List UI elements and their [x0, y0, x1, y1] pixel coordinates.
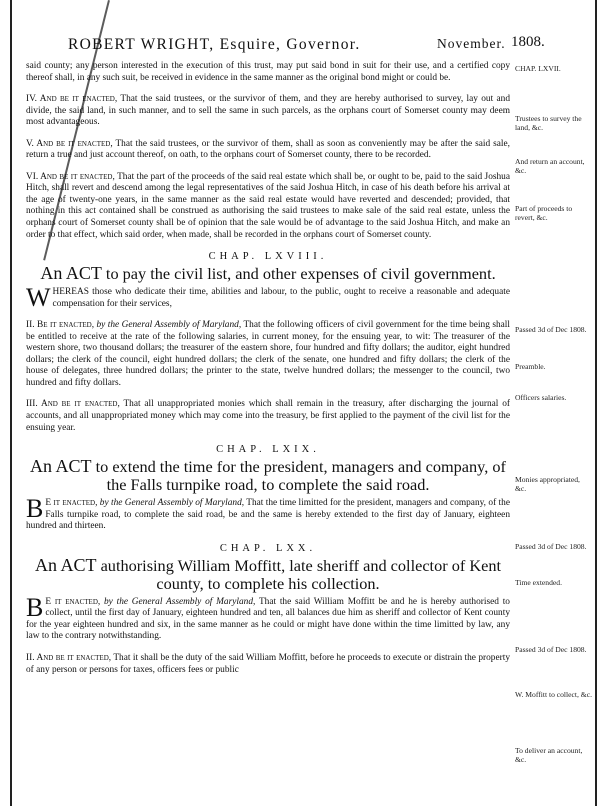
act-69-lead: An ACT: [30, 456, 92, 477]
margin-note-passed70: Passed 3d of Dec 1808.: [515, 645, 587, 654]
section-iv-lead: IV. And be it enacted,: [26, 94, 118, 105]
act-68-s2-text: That the following officers of civil government for the time being shall be entitled to receive at the rate of the following salaries, in current money, for the ensuing year, to wit: The treasurer of the western shore, two thousand dollars; the treasurer of the eastern shore, four hundred and fifty dollars; the auditor, eight hundred dollars; the clerk of the council, eight hundred dollars; the clerk of the senate, one hundred and fifty dollars; the clerk of the house of delegates, three hundred dollars; the printer to the state, twelve hundred dollars; the messenger to the council, two hundred and fifty dollars.: [26, 320, 510, 388]
margin-note-deliver: To deliver an account, &c.: [515, 746, 583, 764]
section-iv: [26, 94, 510, 129]
act-70-text: That the said William Moffitt be and he is hereby authorised to collect, until the first day of January, eighteen hundred and ten, all balances due him as sheriff and collector of Kent county for the year eighteen hundred and six, in the same manner as he could or might have done within the time limitted by law, any law to the contrary notwithstanding.: [26, 596, 510, 642]
margin-note-moffitt: W. Moffitt to collect, &c.: [515, 690, 592, 699]
continued-paragraph: said county; any person interested in the execution of this trust, may put said bond in suit for their use, and a certified copy thereof shall, in any such suit, be received in evidence in the same manner as the original bond might or could be.: [26, 61, 510, 83]
act-68-s2-lead: II. Be it enacted,: [26, 320, 95, 331]
margin-note-officers: Officers salaries.: [515, 393, 567, 402]
act-68-preamble: [26, 283, 510, 313]
page-body: [26, 61, 510, 686]
margin-note-part: Part of proceeds to revert, &c.: [515, 204, 573, 222]
act-68-lead: An ACT: [40, 263, 102, 284]
act-69-lead2: E it enacted,: [45, 498, 98, 509]
margin-note-return: And return an account, &c.: [515, 157, 585, 175]
act-68-title: [26, 264, 510, 283]
section-v: [26, 139, 510, 162]
margin-note-monies: Monies appropriated, &c.: [515, 475, 580, 493]
margin-note-time: Time extended.: [515, 578, 562, 587]
section-vi-lead: VI. And be it enacted,: [26, 171, 115, 182]
act-70-lead2: E it enacted,: [45, 596, 101, 607]
section-iv-text: That the said trustees, or the survivor of them, and they are hereby authorised to survey, lay out and divide, the said land, in such manner, and to sell the same in such parcels, as the orphans court of Somerset county may deem most advantageous.: [26, 94, 510, 128]
chapter-heading-69: CHAP. LXIX.: [216, 444, 320, 456]
act-68-s2-assembly: by the General Assembly of Maryland,: [94, 320, 242, 331]
act-68-s3-text: That all unappropriated monies which shall remain in the treasury, after discharging the journal of accounts, and all unappropriated money which may come into the treasury, be first applied to the payment of the civil list for the ensuing year.: [26, 399, 510, 433]
act-69-title-text: to extend the time for the president, managers and company, of the Falls turnpike road, to complete the said road.: [91, 457, 506, 495]
act-69-dropcap: B: [26, 494, 44, 524]
page-header: [24, 34, 545, 58]
chapter-heading-68: CHAP. LXVIII.: [208, 251, 328, 263]
act-68-s3-lead: III. And be it enacted,: [26, 399, 120, 410]
act-70-title: [26, 556, 510, 593]
act-68-title-text: to pay the civil list, and other expenses of civil government.: [101, 264, 496, 284]
act-70-section-ii: [26, 653, 510, 676]
act-69-section-i: [26, 494, 510, 533]
margin-note-passed68: Passed 3d of Dec 1808.: [515, 325, 587, 334]
act-70-s2-lead: II. And be it enacted,: [26, 652, 112, 663]
act-70-s2-text: That it shall be the duty of the said William Moffitt, before he proceeds to execute or distrain the property of any person or persons for taxes, officers fees or public: [26, 652, 511, 675]
right-page-border: [595, 0, 597, 806]
section-vi-text: That the part of the proceeds of the said real estate which shall be, or ought to be, paid to the said Joshua Hitch, shall revert and descend among the legal representatives of the said Joshua Hitch, in case of his death before his arrival at the age of twenty-one years, in the same manner as the said real estate would have reverted and descended; provided, that nothing in this act contained shall be construed as authorising the said trustees to make sale of the said real estate, unless the orphans court of Somerset county shall be of opinion that the sale would be of advantage to the said Joshua Hitch, and make an order to that effect, which said order, when made, shall be recorded in the orphans court of Somerset county.: [26, 171, 510, 240]
act-70-lead: An ACT: [35, 554, 97, 575]
margin-note-preamble: Preamble.: [515, 362, 546, 371]
act-70-dropcap: B: [26, 592, 44, 622]
margin-note-trustees: Trustees to survey the land, &c.: [515, 114, 582, 132]
chapter-heading-70: CHAP. LXX.: [219, 542, 317, 554]
act-70-title-text: authorising William Moffitt, late sheriff and collector of Kent county, to complete his collection.: [96, 555, 501, 593]
act-70-section-i: [26, 592, 510, 643]
running-month: November.: [437, 36, 506, 51]
section-vi: [26, 172, 510, 241]
act-68-preamble-text: HEREAS those who dedicate their time, abilities and labour, to the public, ought to receive a reasonable and adequate compensation for their services,: [52, 287, 510, 309]
act-68-dropcap: W: [26, 283, 51, 313]
act-68-section-ii: [26, 320, 510, 389]
running-year: 1808.: [511, 34, 545, 50]
margin-note-chap67: CHAP. LXVII.: [515, 64, 561, 73]
left-page-border: [10, 0, 12, 806]
section-v-text: That the said trustees, or the survivor of them, shall as soon as conveniently may be after the said sale, return a true and just account thereof, on oath, to the orphans court of Somerset county, there to be recorded.: [26, 138, 510, 161]
act-69-title: [26, 457, 510, 494]
act-68-section-iii: [26, 399, 510, 434]
act-69-text: That the time limitted for the president, managers and company, of the Falls turnpike road, to complete the said road, be and the same is hereby extended to the first day of January, eighteen hundred and thirteen.: [26, 498, 510, 532]
act-69-assembly: by the General Assembly of Maryland,: [97, 498, 245, 509]
act-70-assembly: by the General Assembly of Maryland,: [100, 596, 256, 607]
section-v-lead: V. And be it enacted,: [26, 138, 113, 149]
margin-note-passed69: Passed 3d of Dec 1808.: [515, 542, 587, 551]
running-title: ROBERT WRIGHT, Esquire, Governor.: [68, 36, 361, 53]
